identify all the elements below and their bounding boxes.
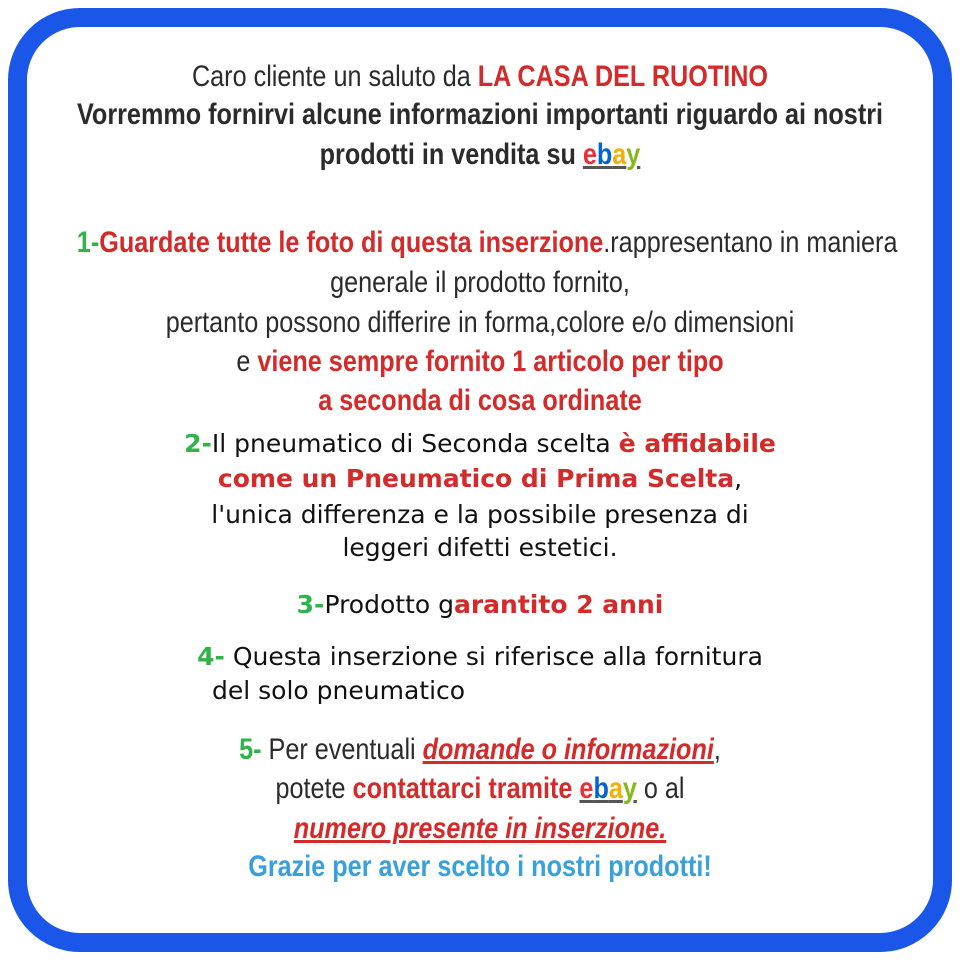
- item4-number: 4-: [197, 642, 225, 671]
- ebay-logo: [583, 138, 640, 171]
- ebay-letter-a: a: [612, 138, 627, 171]
- item2-number: 2-: [184, 429, 212, 458]
- item4-line2: del solo pneumatico: [212, 676, 466, 705]
- item5-line2: [77, 772, 883, 806]
- ebay-letter-e: e: [579, 772, 594, 805]
- item3-plain: Prodotto g: [324, 590, 454, 619]
- item5-comma: ,: [713, 733, 721, 766]
- ebay-letter-e: e: [582, 138, 597, 171]
- item2-line2: [0, 464, 960, 493]
- intro-line: Vorremmo fornirvi alcune informazioni importanti riguardo ai nostri: [76, 98, 884, 131]
- item2-plain: Il pneumatico di Seconda scelta: [211, 429, 619, 458]
- item3-line: [0, 590, 960, 619]
- item1-line5: a seconda di cosa ordinate: [318, 384, 642, 417]
- item3-number: 3-: [296, 590, 325, 619]
- greeting-line: [77, 60, 883, 94]
- item5-line2-after: o al: [636, 772, 685, 805]
- item5-line2-plain: potete: [275, 772, 353, 805]
- item5-contact-highlight: contattarci tramite: [352, 772, 580, 805]
- item1-number: 1-: [76, 226, 100, 259]
- brand-name: LA CASA DEL RUOTINO: [477, 60, 769, 93]
- item1-line3: pertanto possono differire in forma,colore e/o dimensioni: [165, 306, 795, 339]
- ebay-letter-b: b: [593, 772, 609, 805]
- item1-rest: .rappresentano in maniera: [603, 226, 898, 259]
- item1-line4-highlight: viene sempre fornito 1 articolo per tipo: [257, 345, 724, 378]
- item5-line3: numero presente in inserzione.: [293, 812, 667, 845]
- ebay-logo-inline: [579, 772, 636, 805]
- item5-highlight: domande o informazioni: [422, 733, 714, 766]
- item5-number: 5-: [239, 733, 262, 766]
- ebay-letter-y: y: [622, 772, 637, 805]
- ebay-letter-b: b: [596, 138, 613, 171]
- item1-line4-plain: e: [236, 345, 258, 378]
- item2-line4: leggeri difetti estetici.: [342, 533, 618, 562]
- intro-line-2-text: prodotti in vendita su: [319, 138, 583, 171]
- item3-highlight: arantito 2 anni: [453, 590, 664, 619]
- ebay-letter-a: a: [608, 772, 623, 805]
- item1-line4: [77, 345, 883, 379]
- item2-line1: [0, 429, 960, 458]
- item2-line3: l'unica differenza e la possibile presenza di: [211, 500, 749, 529]
- ebay-letter-y: y: [626, 138, 641, 171]
- intro-line-2: [77, 138, 883, 172]
- item4-line1: [0, 642, 960, 671]
- thanks-line: Grazie per aver scelto i nostri prodotti!: [248, 850, 712, 883]
- item4-text: Questa inserzione si riferisce alla fornitura: [232, 642, 763, 671]
- item5-plain: Per eventuali: [261, 733, 423, 766]
- item2-highlight1: è affidabile: [618, 429, 776, 458]
- item1-line1: [76, 226, 898, 260]
- item1-line2: generale il prodotto fornito,: [330, 266, 630, 299]
- item2-highlight2: come un Pneumatico di Prima Scelta: [217, 464, 735, 493]
- item2-comma: ,: [734, 464, 743, 493]
- item1-highlight: Guardate tutte le foto di questa inserzione: [99, 226, 604, 259]
- item5-line1: [77, 733, 883, 767]
- greeting-text: Caro cliente un saluto da: [191, 60, 478, 93]
